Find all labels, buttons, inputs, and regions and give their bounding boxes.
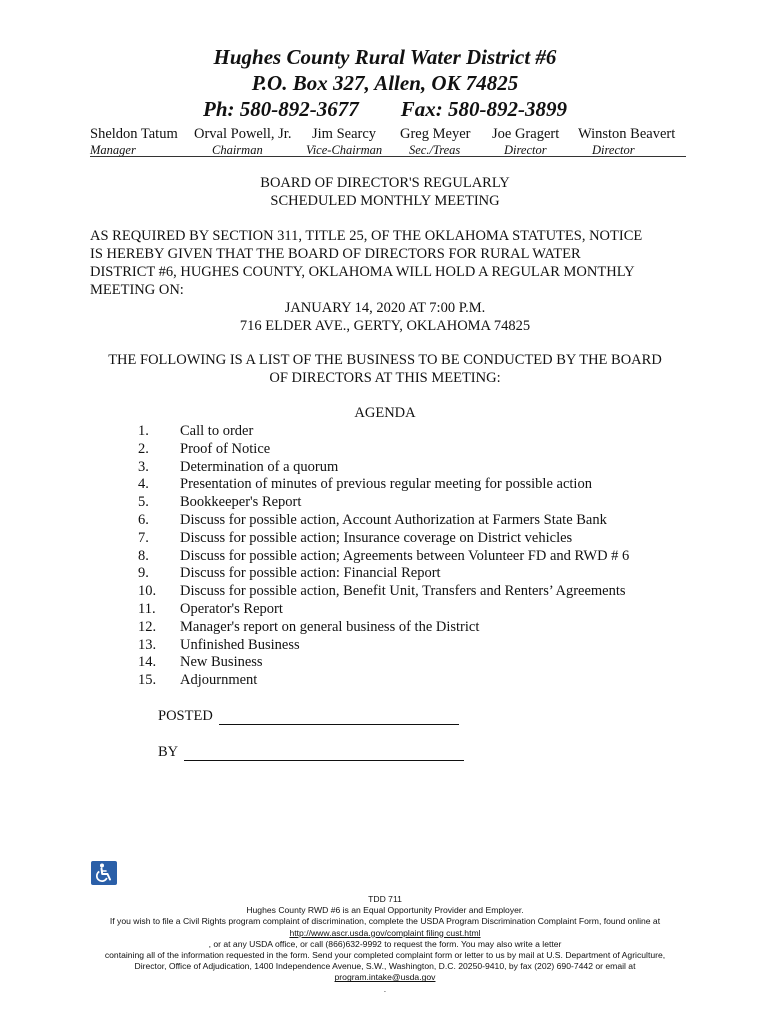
agenda-item: [138, 423, 629, 441]
agenda-text: New Business: [180, 654, 263, 671]
wheelchair-icon-glyph: [91, 861, 117, 885]
agenda-list: [138, 423, 629, 690]
phone-number: Ph: 580-892-3677: [203, 97, 359, 121]
agenda-text: Discuss for possible action: Financial Report: [180, 565, 441, 582]
agenda-item: [138, 548, 629, 566]
agenda-number: 2.: [138, 440, 149, 457]
agenda-number: 10.: [138, 583, 157, 600]
agenda-number: 7.: [138, 529, 149, 546]
by-blank-line[interactable]: [184, 746, 464, 761]
agenda-item: [138, 583, 629, 601]
agenda-number: 5.: [138, 494, 149, 511]
agenda-number: 3.: [138, 458, 149, 475]
agenda-number: 11.: [138, 600, 156, 617]
staff-name: Winston Beavert: [578, 126, 676, 142]
by-label: BY: [158, 744, 179, 760]
meeting-title-line: BOARD OF DIRECTOR'S REGULARLY: [260, 175, 510, 191]
agenda-number: 15.: [138, 672, 157, 689]
agenda-number: 1.: [138, 423, 149, 439]
meeting-title: [0, 174, 770, 210]
staff-title: Director: [592, 143, 635, 157]
fax-number: Fax: 580-892-3899: [400, 97, 567, 121]
agenda-number: 12.: [138, 618, 157, 635]
divider: [90, 156, 686, 157]
agenda-text: Discuss for possible action; Agreements between Volunteer FD and RWD # 6: [180, 547, 630, 564]
letterhead: [0, 44, 770, 122]
meeting-title-line: SCHEDULED MONTHLY MEETING: [270, 193, 500, 209]
posted-label: POSTED: [158, 708, 213, 724]
staff-name: Sheldon Tatum: [90, 126, 178, 142]
agenda-item: [138, 476, 629, 494]
staff-name: Greg Meyer: [400, 126, 471, 142]
footer-line-tail: .: [383, 983, 387, 994]
agenda-item: [138, 601, 629, 619]
agenda-item: [138, 619, 629, 637]
staff-title: Director: [504, 143, 547, 157]
agenda-text: Presentation of minutes of previous regular meeting for possible action: [180, 476, 592, 493]
civil-rights-footer: [60, 894, 710, 995]
agenda-number: 6.: [138, 511, 149, 528]
footer-line: [60, 928, 710, 950]
agenda-text: Unfinished Business: [180, 636, 300, 653]
staff-member: [312, 126, 376, 143]
staff-title: Chairman: [212, 143, 263, 157]
agenda-item: [138, 441, 629, 459]
agenda-number: 9.: [138, 565, 149, 582]
org-name: Hughes County Rural Water District #6: [213, 45, 557, 69]
notice-line: DISTRICT #6, HUGHES COUNTY, OKLAHOMA WILL HOLD A REGULAR MONTHLY: [90, 264, 635, 280]
agenda-number: 13.: [138, 636, 157, 653]
agenda-text: Manager's report on general business of the District: [180, 618, 480, 635]
agenda-text: Discuss for possible action, Account Authorization at Farmers State Bank: [180, 511, 607, 528]
business-intro: [90, 351, 680, 387]
org-address: P.O. Box 327, Allen, OK 74825: [251, 71, 519, 95]
staff-title: Vice-Chairman: [306, 143, 383, 157]
agenda-item: [138, 512, 629, 530]
agenda-number: 4.: [138, 476, 149, 493]
notice-line: AS REQUIRED BY SECTION 311, TITLE 25, OF THE OKLAHOMA STATUTES, NOTICE: [90, 228, 643, 244]
staff-member: [194, 126, 291, 143]
notice-line: MEETING ON:: [90, 282, 184, 298]
footer-line: Director, Office of Adjudication, 1400 Independence Avenue, S.W., Washington, D.C. 20250-9410, by fax (202) 690-7442 or email at: [134, 961, 636, 972]
wheelchair-icon: [91, 861, 117, 885]
contact-line: [0, 96, 770, 122]
agenda-item: [138, 530, 629, 548]
agenda-item: [138, 459, 629, 477]
statutory-notice: [90, 227, 680, 335]
agenda-heading: AGENDA: [354, 405, 416, 421]
agenda-text: Proof of Notice: [180, 440, 271, 457]
staff-name: Jim Searcy: [312, 126, 377, 142]
agenda-text: Discuss for possible action, Benefit Unit, Transfers and Renters’ Agreements: [180, 583, 626, 600]
staff-title: Sec./Treas: [409, 143, 461, 157]
footer-line: If you wish to file a Civil Rights program complaint of discrimination, complete the USDA Program Discrimination Complaint Form, found online at: [109, 916, 661, 927]
meeting-datetime: JANUARY 14, 2020 AT 7:00 P.M.: [284, 300, 486, 316]
posted-blank-line[interactable]: [219, 710, 459, 725]
agenda-item: [138, 672, 629, 690]
posted-signature-field: [158, 708, 459, 725]
footer-line: [60, 972, 710, 994]
staff-title: Manager: [90, 143, 136, 157]
notice-line: IS HEREBY GIVEN THAT THE BOARD OF DIRECTORS FOR RURAL WATER: [90, 246, 581, 262]
staff-name: Joe Gragert: [492, 126, 560, 142]
by-signature-field: [158, 744, 464, 761]
footer-line-rest: , or at any USDA office, or call (866)632-9992 to request the form. You may also write a letter: [208, 938, 562, 949]
staff-member: [578, 126, 675, 143]
agenda-text: Determination of a quorum: [180, 458, 339, 475]
eoe-statement: Hughes County RWD #6 is an Equal Opportunity Provider and Employer.: [246, 905, 524, 916]
agenda-item: [138, 565, 629, 583]
staff-roster: [90, 126, 690, 160]
agenda-item: [138, 494, 629, 512]
staff-member: [492, 126, 559, 143]
agenda-text: Call to order: [180, 423, 254, 439]
footer-line: containing all of the information requested in the form. Send your completed complaint form or letter to us by mail at U.S. Department of Agriculture,: [104, 950, 666, 961]
business-line: THE FOLLOWING IS A LIST OF THE BUSINESS TO BE CONDUCTED BY THE BOARD: [108, 352, 662, 368]
agenda-text: Adjournment: [180, 672, 258, 689]
agenda-number: 8.: [138, 547, 149, 564]
agenda-number: 14.: [138, 654, 157, 671]
staff-member: [90, 126, 178, 143]
email-link[interactable]: program.intake@usda.gov: [334, 972, 436, 983]
meeting-location: 716 ELDER AVE., GERTY, OKLAHOMA 74825: [239, 318, 531, 334]
tdd-line: TDD 711: [368, 894, 402, 904]
complaint-form-link[interactable]: http://www.ascr.usda.gov/complaint filing cust.html: [289, 927, 481, 938]
staff-member: [400, 126, 470, 143]
staff-name: Orval Powell, Jr.: [194, 126, 292, 142]
agenda-text: Bookkeeper's Report: [180, 494, 302, 511]
agenda-text: Operator's Report: [180, 600, 283, 617]
business-line: OF DIRECTORS AT THIS MEETING:: [269, 370, 501, 386]
agenda-text: Discuss for possible action; Insurance coverage on District vehicles: [180, 529, 573, 546]
agenda-item: [138, 637, 629, 655]
agenda-item: [138, 654, 629, 672]
